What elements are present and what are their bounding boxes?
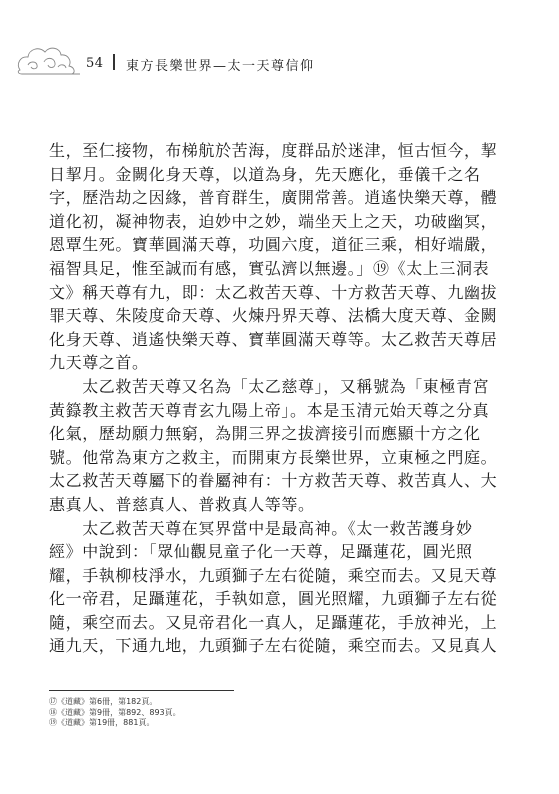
- text-line: 太乙救苦天尊又名為「太乙慈尊」，又稱號為「東極青宮: [49, 376, 490, 396]
- text-line: 隨，乘空而去。又見帝君化一真人，足躡蓮花，手放神光，上: [49, 612, 498, 632]
- text-line: 經》中說到：「眾仙觀見童子化一天尊，足躡蓮花，圓光照: [49, 542, 473, 562]
- body-text: [49, 139, 514, 658]
- text-line: 生，至仁接物，布梯航於苦海，度群品於迷津，恒古恒今，挈: [49, 141, 498, 160]
- text-line: 道化初，凝神物表，迫妙中之妙，端坐天上之天，功破幽冥，: [49, 211, 498, 231]
- text-line: 通九天，下通九地，九頭獅子左右從隨，乘空而去。又見真人: [49, 636, 498, 656]
- text-line: 字，歷浩劫之因緣，普育群生，廣開常善。逍遙快樂天尊，體: [49, 188, 498, 208]
- text-line: 恩覃生死。寶華圓滿天尊，功圓六度，道征三乘，相好端嚴，: [49, 235, 498, 255]
- text-line: 號。他常為東方之救主，而開東方長樂世界，立東極之門庭。: [49, 447, 498, 467]
- text-line: 化一帝君，足躡蓮花，手執如意，圓光照耀，九頭獅子左右從: [49, 589, 498, 609]
- text-line: 黃籙教主救苦天尊青玄九陽上帝」。本是玉清元始天尊之分真: [49, 400, 490, 420]
- text-line: 化氣，歷劫願力無窮，為開三界之拔濟接引而應顯十方之化: [49, 424, 481, 444]
- footnote-divider: [49, 690, 234, 691]
- footnote: ⑲《道藏》第19冊，881頁。: [49, 718, 155, 727]
- text-line: 罪天尊、朱陵度命天尊、火煉丹界天尊、法橋大度天尊、金闕: [49, 306, 498, 326]
- footnotes: [49, 697, 181, 729]
- footnote: ⑱《道藏》第9冊，第892、893頁。: [49, 707, 181, 717]
- page-header: [14, 40, 414, 80]
- text-line: 惠真人、普慈真人、普救真人等等。: [49, 494, 315, 514]
- running-title: 東方長樂世界—太一天尊信仰: [126, 59, 315, 74]
- text-line: 文》稱天尊有九，即：太乙救苦天尊、十方救苦天尊、九幽拔: [49, 282, 498, 302]
- text-line: 化身天尊、逍遙快樂天尊、寶華圓滿天尊等。太乙救苦天尊居: [49, 329, 498, 349]
- page-number: 54: [86, 56, 104, 71]
- header-separator: [113, 54, 115, 70]
- text-line: 太乙救苦天尊屬下的眷屬神有：十方救苦天尊、救苦真人、大: [49, 471, 498, 491]
- text-line: 太乙救苦天尊在冥界當中是最高神。《太一救苦護身妙: [49, 518, 473, 538]
- text-line: 日挈月。金闕化身天尊，以道為身，先天應化，垂儀千之名: [49, 164, 481, 184]
- text-line: 九天尊之首。: [49, 353, 149, 373]
- text-line: 耀，手執柳枝淨水，九頭獅子左右從隨，乘空而去。又見天尊: [49, 565, 498, 585]
- footnote: ⑰《道藏》第6冊，第182頁。: [49, 697, 158, 706]
- cloud-ornament-icon: [14, 40, 80, 80]
- text-line: 福智具足，惟至誠而有感，實弘濟以無邊。」⑲《太上三洞表: [49, 258, 490, 278]
